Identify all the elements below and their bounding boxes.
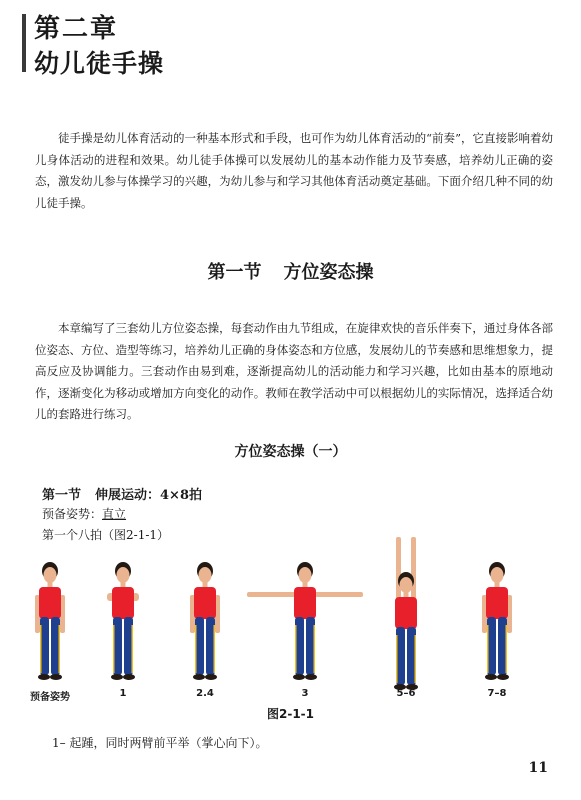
prep-posture-line: [42, 505, 126, 522]
figure-label-7-8: 7–8: [487, 688, 507, 699]
figure-caption: 图2-1-1: [266, 707, 314, 721]
page-number: 11: [528, 760, 548, 776]
prep-value: 直立: [102, 507, 127, 521]
eight-beat-line: 第一个八拍（图2-1-1）: [42, 528, 170, 542]
chapter-marker-bar: [22, 14, 26, 72]
section-paragraph: 本章编写了三套幼儿方位姿态操，每套动作由九节组成，在旋律欢快的音乐伴奏下，通过身体各部位姿态、方位、造型等练习，培养幼儿正确的身体姿态和方位感，发展幼儿的节奏感和思维想象力，提高反应及协调能力。三套动作由易到难，逐渐提高幼儿的活动能力和学习兴趣，比如由基本的原地动作，逐渐变化为移动或增加方向变化的动作。教师在教学活动中可以根据幼儿的实际情况，选择适合幼儿的套路进行练习。: [35, 321, 553, 421]
figure-person-1: [107, 562, 139, 680]
exercise-heading: [42, 484, 202, 503]
step-1-description: 1– 起踵，同时两臂前平举（掌心向下）。: [52, 736, 268, 750]
figure-person-3: [247, 562, 363, 680]
chapter-title: 幼儿徒手操: [34, 49, 165, 78]
routine-title: 方位姿态操（一）: [234, 444, 347, 460]
figure-person-2-4: [190, 562, 220, 680]
figure-person-prep: [35, 562, 65, 680]
section-number: 第一节: [207, 262, 262, 283]
exercise-figure-illustration: [0, 535, 581, 695]
exercise-number: 第一节: [42, 488, 82, 503]
figure-person-5-6: [394, 537, 418, 690]
section-title: 方位姿态操: [283, 262, 374, 283]
figure-label-3: 3: [301, 688, 309, 699]
figure-person-7-8: [482, 562, 512, 680]
figure-label-prep: 预备姿势: [30, 692, 70, 703]
figure-label-1: 1: [119, 688, 127, 699]
figure-label-5-6: 5–6: [396, 688, 416, 699]
section-heading: [0, 258, 581, 284]
intro-paragraph: 徒手操是幼儿体育活动的一种基本形式和手段，也可作为幼儿体育活动的“前奏”，它直接影响着幼儿身体活动的进程和效果。幼儿徒手体操可以发展幼儿的基本动作能力及节奏感，培养幼儿正确的姿态，激发幼儿参与体操学习的兴趣，为幼儿参与和学习其他体育活动奠定基础。下面介绍几种不同的幼儿徒手操。: [35, 131, 553, 210]
exercise-name: 伸展运动：4×8拍: [95, 488, 202, 503]
chapter-label: 第二章: [34, 14, 119, 44]
prep-label: 预备姿势：: [42, 507, 103, 521]
figure-label-2-4: 2.4: [196, 688, 214, 699]
